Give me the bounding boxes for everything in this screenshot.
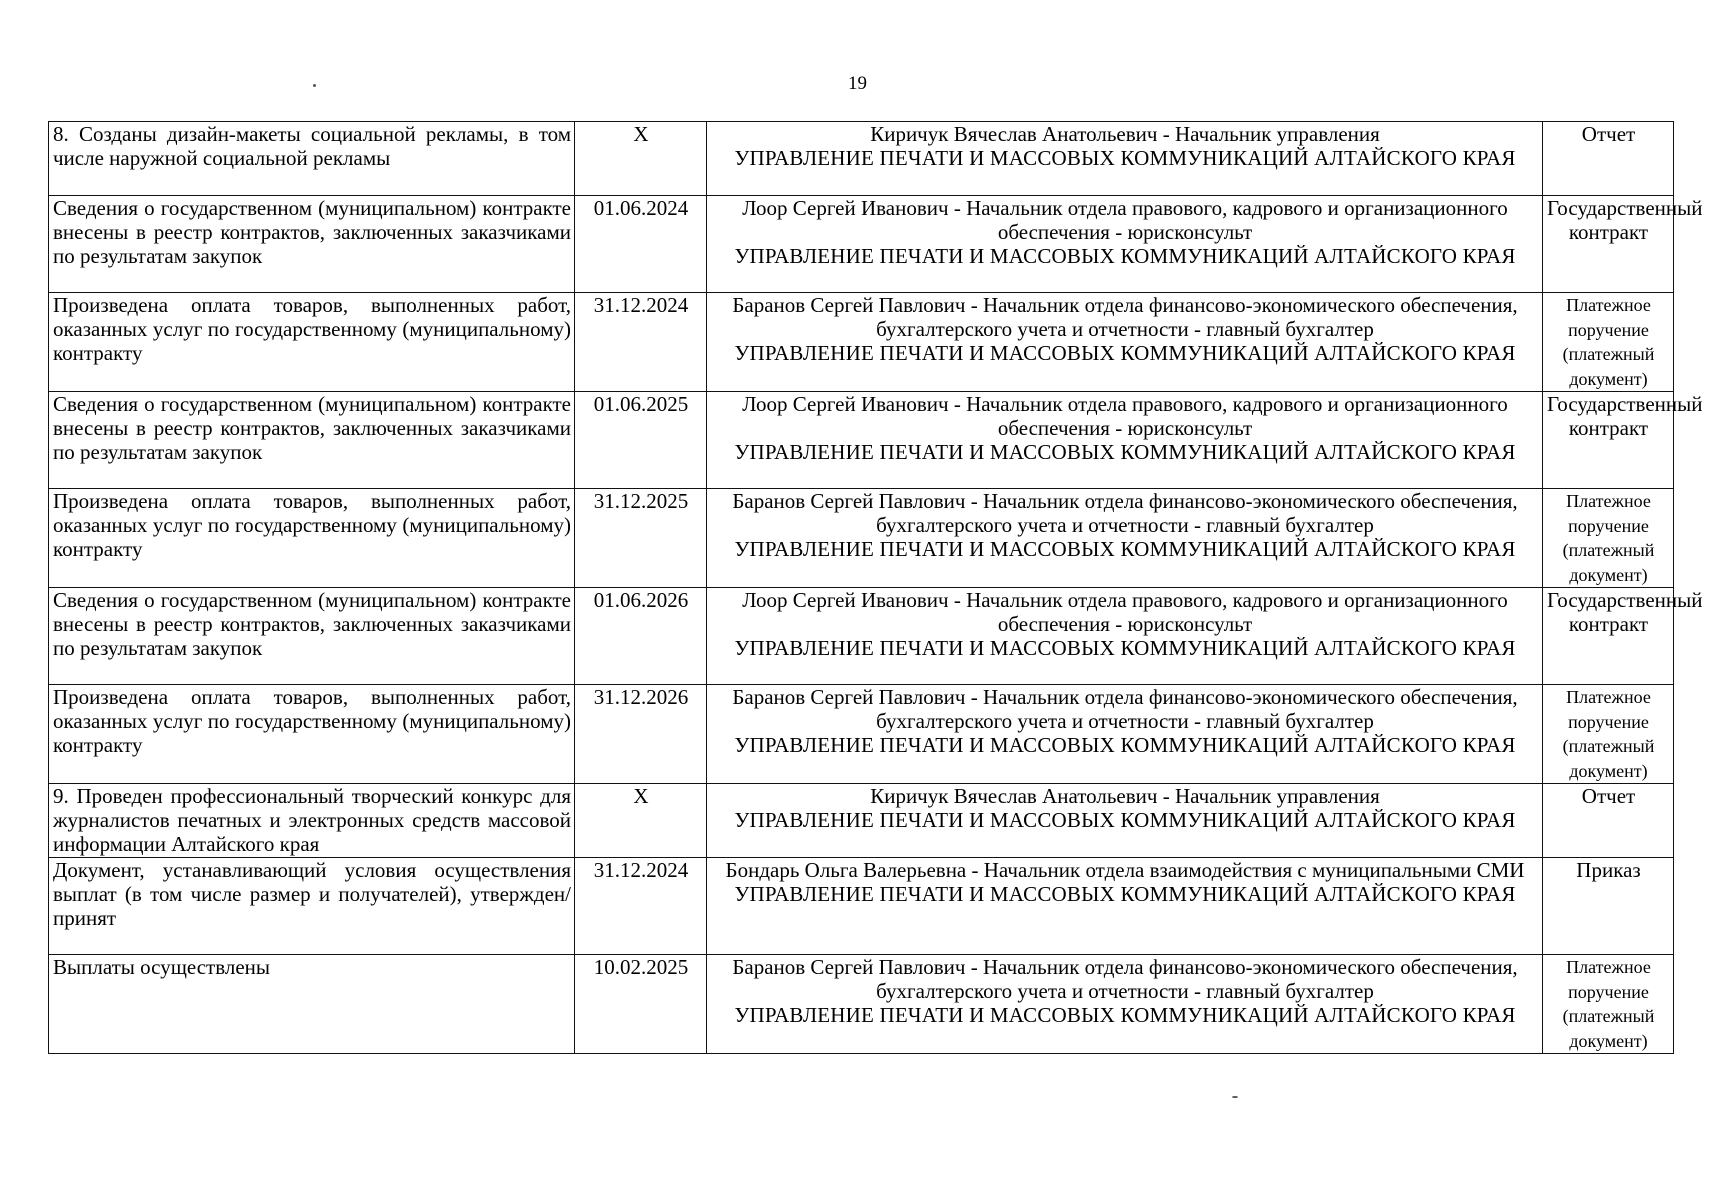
event-cell: Выплаты осуществлены <box>49 955 575 1054</box>
responsible-cell <box>707 784 1543 858</box>
date-cell: 31.12.2025 <box>575 489 707 588</box>
event-cell: Сведения о государственном (муниципальном) контракте внесены в реестр контрактов, заключенных заказчиками по результатам закупок <box>49 196 575 293</box>
responsible-person: Баранов Сергей Павлович - Начальник отдела финансово-экономического обеспечения, бухгалтерского учета и отчетности - главный бухгалтер <box>732 293 1518 341</box>
document-cell: Отчет <box>1543 122 1674 196</box>
responsible-person: Бондарь Ольга Валерьевна - Начальник отдела взаимодействия с муниципальными СМИ <box>725 858 1525 882</box>
document-cell: Государственный контракт <box>1543 588 1674 685</box>
document-cell: Отчет <box>1543 784 1674 858</box>
date-cell: 01.06.2025 <box>575 392 707 489</box>
responsible-person: Лоор Сергей Иванович - Начальник отдела правового, кадрового и организационного обеспечения - юрисконсульт <box>742 196 1508 244</box>
date-cell: 31.12.2026 <box>575 685 707 784</box>
responsible-cell <box>707 685 1543 784</box>
responsible-organization: УПРАВЛЕНИЕ ПЕЧАТИ И МАССОВЫХ КОММУНИКАЦИЙ АЛТАЙСКОГО КРАЯ <box>734 636 1516 660</box>
responsible-organization: УПРАВЛЕНИЕ ПЕЧАТИ И МАССОВЫХ КОММУНИКАЦИЙ АЛТАЙСКОГО КРАЯ <box>734 244 1516 268</box>
date-cell: 31.12.2024 <box>575 293 707 392</box>
responsible-cell <box>707 858 1543 955</box>
document-cell: Платежное поручение (платежный документ) <box>1543 685 1674 784</box>
responsible-organization: УПРАВЛЕНИЕ ПЕЧАТИ И МАССОВЫХ КОММУНИКАЦИЙ АЛТАЙСКОГО КРАЯ <box>734 440 1516 464</box>
event-cell: Сведения о государственном (муниципальном) контракте внесены в реестр контрактов, заключенных заказчиками по результатам закупок <box>49 392 575 489</box>
document-cell: Платежное поручение (платежный документ) <box>1543 489 1674 588</box>
plan-table <box>48 121 1703 1054</box>
responsible-person: Лоор Сергей Иванович - Начальник отдела правового, кадрового и организационного обеспечения - юрисконсульт <box>742 392 1508 440</box>
table-row <box>49 955 1674 1054</box>
event-cell: Произведена оплата товаров, выполненных работ, оказанных услуг по государственному (муниципальному) контракту <box>49 489 575 588</box>
date-cell: X <box>575 784 707 858</box>
table-row <box>49 784 1674 858</box>
table-row <box>49 858 1674 955</box>
responsible-person: Баранов Сергей Павлович - Начальник отдела финансово-экономического обеспечения, бухгалтерского учета и отчетности - главный бухгалтер <box>732 685 1518 733</box>
page-number: 19 <box>848 73 867 94</box>
date-cell: 01.06.2026 <box>575 588 707 685</box>
document-cell: Платежное поручение (платежный документ) <box>1543 955 1674 1054</box>
responsible-cell <box>707 196 1543 293</box>
responsible-organization: УПРАВЛЕНИЕ ПЕЧАТИ И МАССОВЫХ КОММУНИКАЦИЙ АЛТАЙСКОГО КРАЯ <box>734 882 1516 906</box>
responsible-organization: УПРАВЛЕНИЕ ПЕЧАТИ И МАССОВЫХ КОММУНИКАЦИЙ АЛТАЙСКОГО КРАЯ <box>734 146 1516 170</box>
responsible-organization: УПРАВЛЕНИЕ ПЕЧАТИ И МАССОВЫХ КОММУНИКАЦИЙ АЛТАЙСКОГО КРАЯ <box>734 537 1516 561</box>
table-row <box>49 685 1674 784</box>
scan-speck <box>1232 1096 1238 1098</box>
table-row <box>49 392 1674 489</box>
document-cell: Государственный контракт <box>1543 196 1674 293</box>
document-cell: Приказ <box>1543 858 1674 955</box>
document-cell: Государственный контракт <box>1543 392 1674 489</box>
date-cell: 31.12.2024 <box>575 858 707 955</box>
event-cell: 8. Созданы дизайн-макеты социальной рекламы, в том числе наружной социальной рекламы <box>49 122 575 196</box>
scan-speck <box>313 84 316 87</box>
event-cell: Произведена оплата товаров, выполненных работ, оказанных услуг по государственному (муниципальному) контракту <box>49 293 575 392</box>
responsible-cell <box>707 955 1543 1054</box>
table-row <box>49 122 1674 196</box>
date-cell: 10.02.2025 <box>575 955 707 1054</box>
event-cell: Сведения о государственном (муниципальном) контракте внесены в реестр контрактов, заключенных заказчиками по результатам закупок <box>49 588 575 685</box>
responsible-cell <box>707 588 1543 685</box>
responsible-organization: УПРАВЛЕНИЕ ПЕЧАТИ И МАССОВЫХ КОММУНИКАЦИЙ АЛТАЙСКОГО КРАЯ <box>734 1003 1516 1027</box>
responsible-organization: УПРАВЛЕНИЕ ПЕЧАТИ И МАССОВЫХ КОММУНИКАЦИЙ АЛТАЙСКОГО КРАЯ <box>734 341 1516 365</box>
table-row <box>49 293 1674 392</box>
responsible-cell <box>707 122 1543 196</box>
responsible-cell <box>707 489 1543 588</box>
table-row <box>49 489 1674 588</box>
date-cell: 01.06.2024 <box>575 196 707 293</box>
event-cell: Документ, устанавливающий условия осуществления выплат (в том числе размер и получателей), утвержден/принят <box>49 858 575 955</box>
event-cell: Произведена оплата товаров, выполненных работ, оказанных услуг по государственному (муниципальному) контракту <box>49 685 575 784</box>
event-cell: 9. Проведен профессиональный творческий конкурс для журналистов печатных и электронных средств массовой информации Алтайского края <box>49 784 575 858</box>
responsible-person: Лоор Сергей Иванович - Начальник отдела правового, кадрового и организационного обеспечения - юрисконсульт <box>742 588 1508 636</box>
table-row <box>49 196 1674 293</box>
responsible-person: Киричук Вячеслав Анатольевич - Начальник управления <box>870 122 1380 146</box>
responsible-cell <box>707 392 1543 489</box>
date-cell: X <box>575 122 707 196</box>
document-cell: Платежное поручение (платежный документ) <box>1543 293 1674 392</box>
table-row <box>49 588 1674 685</box>
responsible-organization: УПРАВЛЕНИЕ ПЕЧАТИ И МАССОВЫХ КОММУНИКАЦИЙ АЛТАЙСКОГО КРАЯ <box>734 733 1516 757</box>
responsible-organization: УПРАВЛЕНИЕ ПЕЧАТИ И МАССОВЫХ КОММУНИКАЦИЙ АЛТАЙСКОГО КРАЯ <box>734 808 1516 832</box>
responsible-person: Киричук Вячеслав Анатольевич - Начальник управления <box>870 784 1380 808</box>
responsible-cell <box>707 293 1543 392</box>
responsible-person: Баранов Сергей Павлович - Начальник отдела финансово-экономического обеспечения, бухгалтерского учета и отчетности - главный бухгалтер <box>732 489 1518 537</box>
responsible-person: Баранов Сергей Павлович - Начальник отдела финансово-экономического обеспечения, бухгалтерского учета и отчетности - главный бухгалтер <box>732 955 1518 1003</box>
